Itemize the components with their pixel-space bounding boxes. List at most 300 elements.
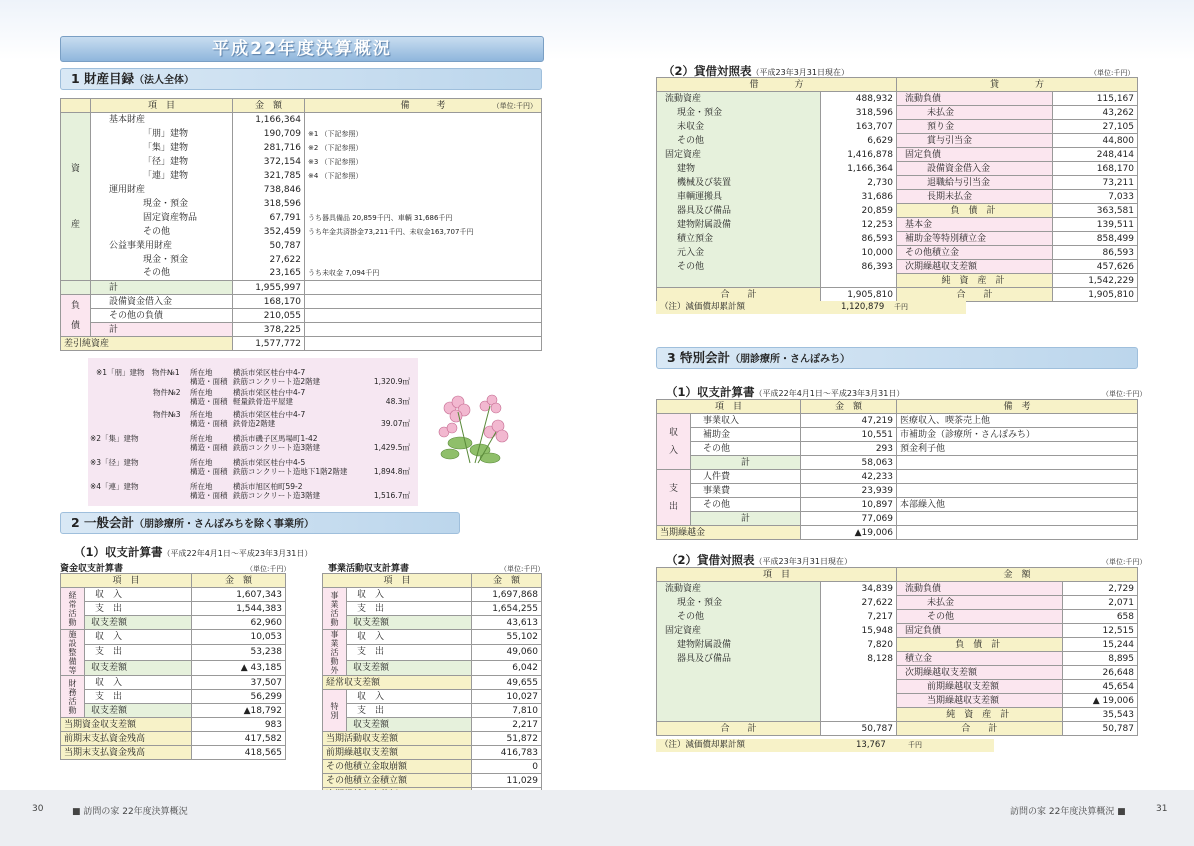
asset-remark: うち未収金 7,094千円: [305, 267, 542, 281]
h-item: 項 目: [323, 574, 472, 588]
credit-item: 負 債 計: [897, 638, 1063, 652]
debit-item: 機械及び装置: [657, 176, 821, 190]
note-text: 所在地 構造・面積: [190, 368, 228, 386]
credit-item: 純 資 産 計: [897, 708, 1063, 722]
cell: [821, 708, 897, 722]
balance-sheet-title: （2）貸借対照表（平成23年3月31日現在）: [663, 64, 849, 78]
cell: [897, 484, 1138, 498]
asset-item: 公益事業用財産: [91, 239, 233, 253]
asset-remark: ※2 （下記参照）: [305, 141, 542, 155]
row-label: その他積立金取崩額: [323, 760, 472, 774]
flower-illustration-icon: [430, 388, 520, 474]
note-text: 横浜市栄区桂台中4-5 鉄筋コンクリート造地下1階2階建: [233, 458, 348, 476]
group-label: 事業活動外: [323, 630, 347, 676]
note-text: ※4「連」建物: [90, 482, 139, 491]
debit-amount: 86,393: [821, 260, 897, 274]
cell: 738,846: [233, 183, 305, 197]
credit-item: 純 資 産 計: [897, 274, 1053, 288]
cell: 318,596: [233, 197, 305, 211]
cell: ▲19,006: [801, 526, 897, 540]
row-label: 収 入: [85, 630, 192, 645]
cell: 281,716: [233, 141, 305, 155]
credit-amount: 15,244: [1062, 638, 1137, 652]
h-amount: 金 額: [472, 574, 542, 588]
debit-item: 積立預金: [657, 232, 821, 246]
credit-item: 設備資金借入金: [897, 162, 1053, 176]
cell: [821, 680, 897, 694]
asset-item: 運用財産: [91, 183, 233, 197]
credit-amount: 43,262: [1053, 106, 1138, 120]
s3-unit2: （単位:千円）: [1102, 558, 1147, 566]
asset-item: 現金・預金: [91, 253, 233, 267]
balance-unit: （単位:千円）: [1090, 69, 1135, 77]
row-label: 収支差額: [85, 616, 192, 630]
credit-amount: 35,543: [1062, 708, 1137, 722]
building-notes: [88, 358, 418, 506]
credit-amount: 858,499: [1053, 232, 1138, 246]
credit-amount: 1,542,229: [1053, 274, 1138, 288]
credit-item: 賞与引当金: [897, 134, 1053, 148]
asset-remark: うち器具備品 20,859千円、車輌 31,686千円: [305, 211, 542, 225]
cell: 210,055: [233, 309, 305, 323]
section-3-sub1: （1）収支計算書（平成22年4月1日～平成23年3月31日）: [666, 385, 905, 399]
cell: 418,565: [192, 746, 286, 760]
cell: [305, 295, 542, 309]
page-number-left: 30: [32, 804, 44, 814]
cell: 23,165: [233, 267, 305, 281]
fund-statement-table: [60, 573, 286, 760]
credit-item: 負 債 計: [897, 204, 1053, 218]
row-label: 収 入: [347, 690, 472, 704]
debit-amount: 34,839: [821, 582, 897, 596]
credit-item: 退職給与引当金: [897, 176, 1053, 190]
note-text: 1,516.7㎡: [373, 491, 410, 500]
asset-item: 基本財産: [91, 113, 233, 127]
credit-item: 固定負債: [897, 148, 1053, 162]
group-label: 財務活動: [61, 676, 85, 718]
debit-amount: 318,596: [821, 106, 897, 120]
cell: 417,582: [192, 732, 286, 746]
cell: 49,060: [472, 645, 542, 660]
cell: [305, 281, 542, 295]
footer-left-label: ■ 訪問の家 22年度決算概況: [72, 807, 188, 817]
note-text: 横浜市栄区桂台中4-7 鉄骨造2階建: [233, 410, 306, 428]
debit-amount: 2,730: [821, 176, 897, 190]
credit-item: 流動負債: [897, 582, 1063, 596]
h-credit: 金 額: [897, 568, 1138, 582]
row-label: 収 入: [85, 588, 192, 602]
assets-label: 資 産: [61, 113, 91, 281]
debit-amount: 163,707: [821, 120, 897, 134]
special-depreciation-note: （注）減価償却累計額 13,767 千円: [656, 739, 994, 752]
credit-amount: 45,654: [1062, 680, 1137, 694]
net-label: 差引純資産: [61, 337, 233, 351]
asset-remark: [305, 253, 542, 267]
debit-amount: 10,000: [821, 246, 897, 260]
row-label: 経常収支差額: [323, 676, 472, 690]
credit-amount: 27,105: [1053, 120, 1138, 134]
cell: [657, 680, 821, 694]
note-text: 48.3㎡: [385, 397, 410, 406]
note-text: 横浜市旭区柏町59-2 鉄筋コンクリート造3階建: [233, 482, 321, 500]
asset-remark: [305, 197, 542, 211]
asset-item: 固定資産物品: [91, 211, 233, 225]
cell: 293: [801, 442, 897, 456]
credit-amount: 2,729: [1062, 582, 1137, 596]
credit-total-label: 合 計: [897, 722, 1063, 736]
cell: 1,577,772: [233, 337, 305, 351]
asset-total-label: 計: [91, 281, 233, 295]
group-label: 支 出: [657, 470, 691, 526]
cell: 190,709: [233, 127, 305, 141]
footer-right-label: 訪問の家 22年度決算概況 ■: [1010, 807, 1126, 817]
h-amount: 金 額: [801, 400, 897, 414]
h-remarks: 備 考 （単位:千円）: [305, 99, 542, 113]
cell: 10,897: [801, 498, 897, 512]
asset-remark: うち年金共済掛金73,211千円、未収金163,707千円: [305, 225, 542, 239]
cell: 1,607,343: [192, 588, 286, 602]
cell: [657, 708, 821, 722]
liab-total-label: 計: [91, 323, 233, 337]
row-label: 人件費: [691, 470, 801, 484]
row-label: 支 出: [85, 690, 192, 704]
cell: 67,791: [233, 211, 305, 225]
unit: （単位:千円）: [492, 101, 537, 110]
credit-item: 未払金: [897, 596, 1063, 610]
cell: 47,219: [801, 414, 897, 428]
debit-amount: 86,593: [821, 232, 897, 246]
row-label: 収支差額: [347, 660, 472, 675]
asset-remark: [305, 113, 542, 127]
cell: 市補助金（診療所・さんぽみち）: [897, 428, 1138, 442]
cell: [821, 666, 897, 680]
row-label: 補助金: [691, 428, 801, 442]
cell: ▲18,792: [192, 704, 286, 718]
cell: 1,544,383: [192, 602, 286, 616]
row-label: 支 出: [347, 704, 472, 718]
cell: 77,069: [801, 512, 897, 526]
credit-amount: 12,515: [1062, 624, 1137, 638]
debit-item: 固定資産: [657, 148, 821, 162]
h-item: 項 目: [657, 400, 801, 414]
debit-total-label: 合 計: [657, 722, 821, 736]
fund-table-title: 資金収支計算書: [60, 564, 124, 574]
row-label: 前期繰越収支差額: [323, 746, 472, 760]
cell: [61, 281, 91, 295]
row-label: 収支差額: [85, 660, 192, 675]
cell: 53,238: [192, 645, 286, 660]
section-1-title: 1 財産目録（法人全体）: [60, 68, 542, 90]
cell: 58,063: [801, 456, 897, 470]
debit-amount: 1,416,878: [821, 148, 897, 162]
cell: [821, 274, 897, 288]
note-text: ※3「径」建物: [90, 458, 139, 467]
credit-item: その他: [897, 610, 1063, 624]
debit-amount: 7,820: [821, 638, 897, 652]
row-label: 収支差額: [347, 616, 472, 630]
credit-item: 流動負債: [897, 92, 1053, 106]
asset-inventory-table: [60, 98, 542, 351]
balance-sheet-table: [656, 77, 1138, 302]
debit-item: 流動資産: [657, 582, 821, 596]
debit-item: 元入金: [657, 246, 821, 260]
debit-item: 建物附属設備: [657, 638, 821, 652]
note-text: 物件№2: [153, 388, 181, 397]
main-title: 平成22年度決算概況: [60, 36, 544, 62]
credit-amount: 115,167: [1053, 92, 1138, 106]
note-text: 所在地 構造・面積: [190, 482, 228, 500]
depreciation-note: （注）減価償却累計額 1,120,879 千円: [656, 301, 966, 314]
credit-amount: 139,511: [1053, 218, 1138, 232]
row-label: 当期活動収支差額: [323, 732, 472, 746]
credit-amount: 363,581: [1053, 204, 1138, 218]
h-credit: 貸 方: [897, 78, 1138, 92]
group-label: 事業活動: [323, 588, 347, 630]
credit-amount: 2,071: [1062, 596, 1137, 610]
asset-remark: [305, 183, 542, 197]
asset-item: 「径」建物: [91, 155, 233, 169]
liab-item: 設備資金借入金: [91, 295, 233, 309]
liab-label: 負 債: [61, 295, 91, 337]
cell: 10,053: [192, 630, 286, 645]
cell: 378,225: [233, 323, 305, 337]
credit-item: 次期繰越収支差額: [897, 260, 1053, 274]
cell: [897, 512, 1138, 526]
note-text: 横浜市磯子区馬場町1-42 鉄筋コンクリート造3階建: [233, 434, 321, 452]
credit-item: 基本金: [897, 218, 1053, 232]
cell: [897, 456, 1138, 470]
row-label: 収 入: [347, 588, 472, 602]
asset-item: 「集」建物: [91, 141, 233, 155]
cell: 416,783: [472, 746, 542, 760]
cell: 7,810: [472, 704, 542, 718]
group-label: 経常活動: [61, 588, 85, 630]
row-label: 収支差額: [347, 718, 472, 732]
row-label: その他: [691, 498, 801, 512]
debit-item: 建物: [657, 162, 821, 176]
debit-item: その他: [657, 134, 821, 148]
row-label: 支 出: [85, 645, 192, 660]
cell: 372,154: [233, 155, 305, 169]
asset-item: 「連」建物: [91, 169, 233, 183]
cell: [897, 470, 1138, 484]
page-number-right: 31: [1156, 804, 1168, 814]
debit-item: 建物附属設備: [657, 218, 821, 232]
credit-amount: 168,170: [1053, 162, 1138, 176]
cell: [305, 309, 542, 323]
h-blank: [61, 99, 91, 113]
activity-table-unit: （単位:千円）: [500, 565, 545, 573]
debit-item: 器具及び備品: [657, 652, 821, 666]
credit-total-label: 合 計: [897, 288, 1053, 302]
fund-table-unit: （単位:千円）: [246, 565, 291, 573]
row-label: 支 出: [85, 602, 192, 616]
row-label: 収 入: [347, 630, 472, 645]
section-3-title: 3 特別会計（朋診療所・さんぽみち）: [656, 347, 1138, 369]
cell: ▲ 43,185: [192, 660, 286, 675]
cell: 1,905,810: [1053, 288, 1138, 302]
credit-amount: 8,895: [1062, 652, 1137, 666]
debit-item: 現金・預金: [657, 106, 821, 120]
h-remarks: 備 考: [897, 400, 1138, 414]
cell: 2,217: [472, 718, 542, 732]
credit-item: 預り金: [897, 120, 1053, 134]
note-text: 横浜市栄区桂台中4-7 鉄筋コンクリート造2階建: [233, 368, 321, 386]
h-amount: 金 額: [192, 574, 286, 588]
credit-amount: 248,414: [1053, 148, 1138, 162]
cell: [305, 323, 542, 337]
debit-total-label: 合 計: [657, 288, 821, 302]
total-label: 計: [691, 456, 801, 470]
h-debit: 借 方: [657, 78, 897, 92]
credit-item: 次期繰越収支差額: [897, 666, 1063, 680]
cell: 6,042: [472, 660, 542, 675]
cell: 預金利子他: [897, 442, 1138, 456]
cell: 42,233: [801, 470, 897, 484]
note-text: 1,429.5㎡: [373, 443, 410, 452]
liab-item: その他の負債: [91, 309, 233, 323]
debit-amount: 6,629: [821, 134, 897, 148]
cell: 55,102: [472, 630, 542, 645]
cell: 1,905,810: [821, 288, 897, 302]
note-text: 所在地 構造・面積: [190, 388, 228, 406]
debit-amount: 27,622: [821, 596, 897, 610]
asset-item: その他: [91, 267, 233, 281]
cell: 51,872: [472, 732, 542, 746]
credit-amount: ▲ 19,006: [1062, 694, 1137, 708]
group-label: 施設整備等: [61, 630, 85, 676]
s3-unit: （単位:千円）: [1102, 390, 1147, 398]
credit-item: 固定負債: [897, 624, 1063, 638]
section-3-sub2: （2）貸借対照表（平成23年3月31日現在）: [666, 553, 852, 567]
note-text: ※1「朋」建物 物件№1: [96, 368, 180, 377]
cell: 23,939: [801, 484, 897, 498]
row-label: その他: [691, 442, 801, 456]
credit-amount: 86,593: [1053, 246, 1138, 260]
note-text: 物件№3: [153, 410, 181, 419]
group-label: 収 入: [657, 414, 691, 470]
cell: 50,787: [1062, 722, 1137, 736]
h-amount: 金 額: [233, 99, 305, 113]
debit-item: 未収金: [657, 120, 821, 134]
special-statement-table: [656, 399, 1138, 540]
cell: 1,654,255: [472, 602, 542, 616]
debit-item: 固定資産: [657, 624, 821, 638]
cell: 1,166,364: [233, 113, 305, 127]
note-text: 横浜市栄区桂台中4-7 軽量鉄骨造平屋建: [233, 388, 306, 406]
debit-item: 器具及び備品: [657, 204, 821, 218]
credit-item: 補助金等特別積立金: [897, 232, 1053, 246]
credit-item: 長期未払金: [897, 190, 1053, 204]
credit-item: 未払金: [897, 106, 1053, 120]
cell: 27,622: [233, 253, 305, 267]
cell: 62,960: [192, 616, 286, 630]
cell: 168,170: [233, 295, 305, 309]
row-label: 事業収入: [691, 414, 801, 428]
debit-item: 車輌運搬具: [657, 190, 821, 204]
credit-item: その他積立金: [897, 246, 1053, 260]
cell: 医療収入、喫茶売上他: [897, 414, 1138, 428]
balance-label: 当期繰越金: [657, 526, 801, 540]
debit-item: その他: [657, 610, 821, 624]
h-item: 項 目: [91, 99, 233, 113]
cell: [821, 694, 897, 708]
asset-remark: ※3 （下記参照）: [305, 155, 542, 169]
credit-amount: 7,033: [1053, 190, 1138, 204]
cell: 50,787: [233, 239, 305, 253]
row-label: 当期資金収支差額: [61, 718, 192, 732]
debit-amount: 20,859: [821, 204, 897, 218]
row-label: 事業費: [691, 484, 801, 498]
row-label: 収支差額: [85, 704, 192, 718]
debit-item: 流動資産: [657, 92, 821, 106]
credit-amount: 26,648: [1062, 666, 1137, 680]
asset-item: その他: [91, 225, 233, 239]
asset-remark: ※1 （下記参照）: [305, 127, 542, 141]
cell: 10,551: [801, 428, 897, 442]
section-2-title: 2 一般会計（朋診療所・さんぽみちを除く事業所）: [60, 512, 460, 534]
debit-amount: 8,128: [821, 652, 897, 666]
row-label: 前期末支払資金残高: [61, 732, 192, 746]
credit-amount: 457,626: [1053, 260, 1138, 274]
debit-amount: 31,686: [821, 190, 897, 204]
cell: 321,785: [233, 169, 305, 183]
row-label: 収 入: [85, 676, 192, 690]
note-text: 1,894.8㎡: [373, 467, 410, 476]
group-label: 特別: [323, 690, 347, 732]
credit-item: 積立金: [897, 652, 1063, 666]
cell: [657, 694, 821, 708]
asset-item: 現金・預金: [91, 197, 233, 211]
debit-amount: 15,948: [821, 624, 897, 638]
credit-item: 当期繰越収支差額: [897, 694, 1063, 708]
footer: [0, 790, 1194, 846]
note-text: ※2「集」建物: [90, 434, 139, 443]
h-item: 項 目: [61, 574, 192, 588]
row-label: 支 出: [347, 645, 472, 660]
cell: 11,029: [472, 774, 542, 788]
debit-item: その他: [657, 260, 821, 274]
note-text: 所在地 構造・面積: [190, 410, 228, 428]
cell: 352,459: [233, 225, 305, 239]
section-2-sub1: （1）収支計算書（平成22年4月1日～平成23年3月31日）: [74, 545, 313, 559]
h-debit: 項 目: [657, 568, 897, 582]
credit-amount: 658: [1062, 610, 1137, 624]
debit-amount: 1,166,364: [821, 162, 897, 176]
special-balance-table: [656, 567, 1138, 736]
cell: 1,955,997: [233, 281, 305, 295]
cell: 983: [192, 718, 286, 732]
asset-remark: ※4 （下記参照）: [305, 169, 542, 183]
asset-remark: [305, 239, 542, 253]
asset-item: 「朋」建物: [91, 127, 233, 141]
cell: [897, 526, 1138, 540]
cell: [657, 274, 821, 288]
activity-table-title: 事業活動収支計算書: [328, 564, 410, 574]
cell: 43,613: [472, 616, 542, 630]
total-label: 計: [691, 512, 801, 526]
debit-amount: 7,217: [821, 610, 897, 624]
row-label: 支 出: [347, 602, 472, 616]
cell: 49,655: [472, 676, 542, 690]
row-label: 当期末支払資金残高: [61, 746, 192, 760]
cell: 本部繰入他: [897, 498, 1138, 512]
cell: 0: [472, 760, 542, 774]
cell: 50,787: [821, 722, 897, 736]
note-text: 39.07㎡: [381, 419, 410, 428]
debit-amount: 488,932: [821, 92, 897, 106]
credit-amount: 44,800: [1053, 134, 1138, 148]
